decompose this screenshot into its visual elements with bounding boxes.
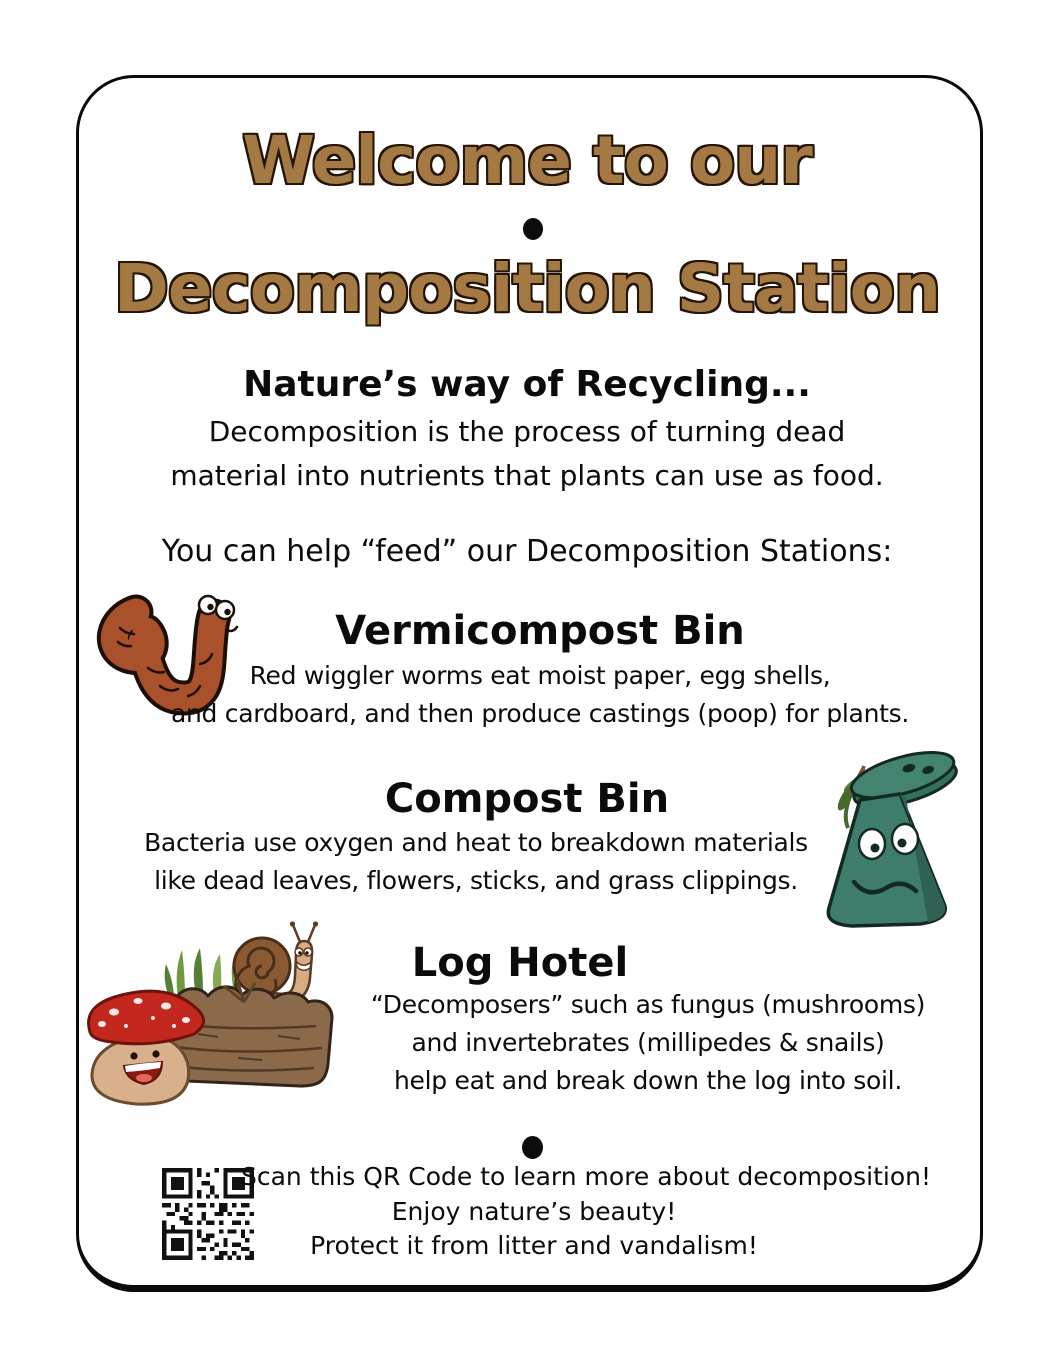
poster-title-line2: Decomposition Station bbox=[114, 250, 940, 327]
station-description-line: Bacteria use oxygen and heat to breakdown materials bbox=[144, 828, 808, 857]
intro-heading: Nature’s way of Recycling... bbox=[243, 364, 811, 405]
station-heading-compost: Compost Bin bbox=[384, 776, 670, 822]
compost-bin-icon bbox=[808, 744, 966, 934]
footer-line-protect: Protect it from litter and vandalism! bbox=[310, 1231, 758, 1260]
footer-line-scan-qr: Scan this QR Code to learn more about decomposition! bbox=[240, 1162, 932, 1191]
intro-body-line: material into nutrients that plants can use as food. bbox=[170, 459, 884, 492]
intro-body-line: Decomposition is the process of turning dead bbox=[208, 415, 846, 448]
station-description-line: like dead leaves, flowers, sticks, and grass clippings. bbox=[154, 866, 798, 895]
poster-title-line1: Welcome to our bbox=[242, 122, 812, 199]
footer-line-enjoy: Enjoy nature’s beauty! bbox=[391, 1197, 677, 1226]
station-description-line: Red wiggler worms eat moist paper, egg shells, bbox=[249, 661, 831, 690]
station-description-line: and cardboard, and then produce castings (poop) for plants. bbox=[170, 699, 909, 728]
help-line: You can help “feed” our Decomposition Stations: bbox=[161, 534, 893, 569]
station-heading-vermicompost: Vermicompost Bin bbox=[335, 608, 745, 654]
separator-dot-icon bbox=[522, 1136, 543, 1159]
station-description-line: help eat and break down the log into soil. bbox=[394, 1066, 902, 1095]
separator-dot-icon bbox=[523, 218, 543, 240]
station-heading-log-hotel: Log Hotel bbox=[411, 940, 629, 986]
station-description-line: and invertebrates (millipedes & snails) bbox=[411, 1028, 885, 1057]
station-description-line: “Decomposers” such as fungus (mushrooms) bbox=[370, 990, 926, 1019]
